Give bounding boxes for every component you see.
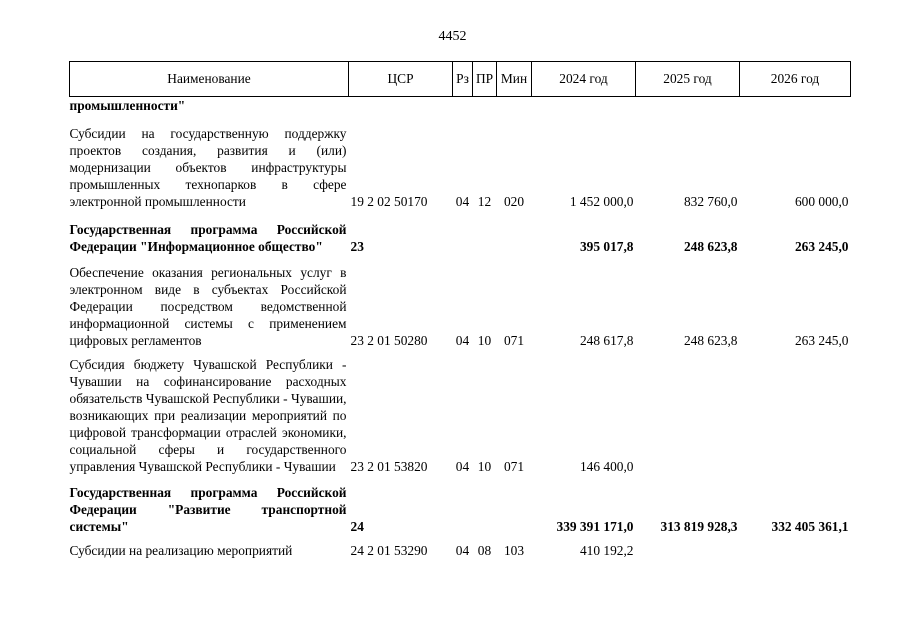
cell-2024: 395 017,8 — [579, 239, 634, 254]
cell-2026 — [740, 535, 851, 559]
header-min: Мин — [497, 62, 532, 97]
cell-2024: 146 400,0 — [579, 459, 634, 474]
cell-pr — [473, 97, 497, 115]
header-pr: ПР — [473, 62, 497, 97]
cell-rz: 04 — [455, 459, 470, 474]
cell-2025: 248 623,8 — [683, 333, 738, 348]
cell-name: промышленности" — [69, 98, 186, 113]
cell-pr: 12 — [477, 194, 492, 209]
cell-name: Субсидии на реализацию мероприятий — [69, 543, 293, 558]
cell-rz — [453, 97, 473, 115]
header-rz: Рз — [453, 62, 473, 97]
cell-min: 020 — [503, 194, 525, 209]
cell-2025: 832 760,0 — [683, 194, 738, 209]
cell-csr: 24 2 01 53290 — [350, 543, 428, 558]
table-row — [70, 255, 851, 349]
cell-csr: 23 2 01 53820 — [350, 459, 428, 474]
table-row — [70, 210, 851, 255]
table-header — [70, 62, 851, 97]
cell-name: Субсидии на государственную поддержку проектов создания, развития и (или) модернизации объектов инфраструктуры промышленных технопарков в сфере электронной промышленности — [69, 126, 347, 209]
cell-2024: 410 192,2 — [579, 543, 634, 558]
cell-csr: 23 2 01 50280 — [350, 333, 428, 348]
cell-rz — [453, 210, 473, 255]
cell-2026 — [740, 349, 851, 475]
header-name: Наименование — [70, 62, 349, 97]
cell-pr: 08 — [477, 543, 492, 558]
cell-min: 071 — [503, 333, 525, 348]
page-number: 4452 — [438, 29, 467, 44]
cell-min: 103 — [503, 543, 525, 558]
cell-min — [497, 475, 532, 535]
cell-2026 — [740, 97, 851, 115]
table-row — [70, 114, 851, 210]
cell-name: Обеспечение оказания региональных услуг в электронном виде в субъектах Российской Федерации посредством ведомственной информационной системы с применением цифровых регламентов — [69, 265, 347, 348]
cell-2025 — [636, 349, 740, 475]
cell-min — [497, 210, 532, 255]
table-row — [70, 349, 851, 475]
cell-2025: 248 623,8 — [683, 239, 738, 254]
cell-2024: 339 391 171,0 — [556, 519, 634, 534]
cell-2024: 1 452 000,0 — [569, 194, 634, 209]
cell-rz: 04 — [455, 194, 470, 209]
table-row — [70, 97, 851, 115]
cell-min — [497, 97, 532, 115]
cell-csr — [349, 97, 453, 115]
header-2025: 2025 год — [636, 62, 740, 97]
cell-name: Государственная программа Российской Федерации "Развитие транспортной системы" — [69, 485, 347, 534]
cell-2024 — [532, 97, 636, 115]
cell-csr: 23 — [350, 239, 364, 254]
cell-2024: 248 617,8 — [579, 333, 634, 348]
cell-csr: 24 — [350, 519, 364, 534]
cell-2025: 313 819 928,3 — [660, 519, 738, 534]
cell-name: Государственная программа Российской Федерации "Информационное общество" — [69, 222, 347, 254]
cell-rz: 04 — [455, 333, 470, 348]
table-body — [70, 97, 851, 560]
cell-name: Субсидия бюджету Чувашской Республики - Чувашии на софинансирование расходных обязательств Чувашской Республики - Чувашии, возникающих при реализации мероприятий по цифровой трансформации отраслей экономики, социальной сферы и государственного управления Чувашской Республики - Чувашии — [69, 357, 347, 474]
cell-csr: 19 2 02 50170 — [350, 194, 428, 209]
cell-pr: 10 — [477, 333, 492, 348]
header-csr: ЦСР — [349, 62, 453, 97]
budget-table — [69, 61, 851, 559]
header-2026: 2026 год — [740, 62, 851, 97]
cell-pr — [473, 475, 497, 535]
cell-2026: 263 245,0 — [794, 239, 849, 254]
cell-rz: 04 — [455, 543, 470, 558]
header-2024: 2024 год — [532, 62, 636, 97]
cell-min: 071 — [503, 459, 525, 474]
cell-rz — [453, 475, 473, 535]
cell-2026: 263 245,0 — [794, 333, 849, 348]
table-row — [70, 475, 851, 535]
cell-2026: 600 000,0 — [794, 194, 849, 209]
cell-pr: 10 — [477, 459, 492, 474]
cell-2025 — [636, 535, 740, 559]
cell-pr — [473, 210, 497, 255]
cell-2025 — [636, 97, 740, 115]
cell-2026: 332 405 361,1 — [771, 519, 849, 534]
table-row — [70, 535, 851, 559]
